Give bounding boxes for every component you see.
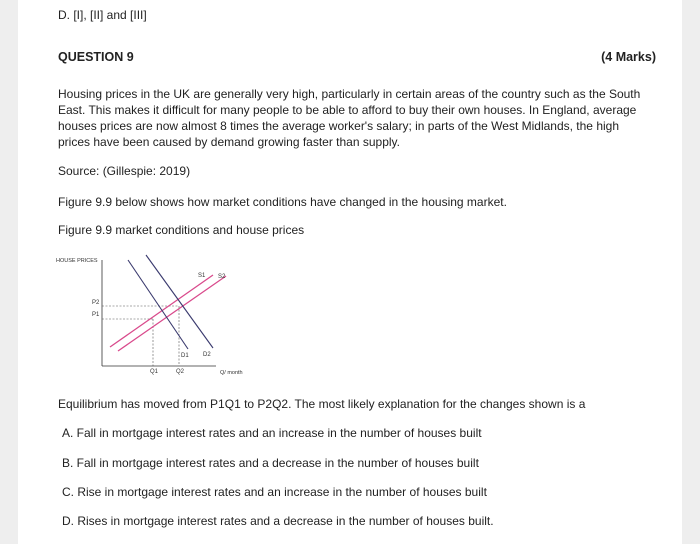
previous-option-text: D. [I], [II] and [III] — [58, 8, 147, 22]
d2-label: D2 — [203, 352, 211, 358]
s2-label: S2 — [218, 274, 226, 280]
question-title: QUESTION 9 — [58, 50, 134, 64]
y-axis-label: HOUSE PRICES — [56, 258, 98, 264]
supply-demand-diagram — [48, 250, 288, 382]
option-a: A. Fall in mortgage interest rates and an increase in the number of houses built — [62, 426, 482, 440]
figure-intro-text: Figure 9.9 below shows how market conditions have changed in the housing market. — [58, 195, 507, 209]
d1-label: D1 — [181, 353, 189, 359]
option-c: C. Rise in mortgage interest rates and an increase in the number of houses built — [62, 485, 487, 499]
document-page — [18, 0, 682, 544]
question-paragraph: Housing prices in the UK are generally very high, particularly in certain areas of the country such as the South East. This makes it difficult for many people to be able to afford to buy their own houses. In England, average houses prices are now almost 8 times the average worker's salary; in parts of the West Midlands, the high prices have been caused by demand growing faster than supply. — [58, 87, 641, 149]
p1-label: P1 — [92, 312, 100, 318]
q1-label: Q1 — [150, 369, 159, 375]
option-d: D. Rises in mortgage interest rates and a decrease in the number of houses built. — [62, 514, 494, 528]
x-axis-label: Q/ month — [220, 370, 243, 376]
demand-curve-d1 — [128, 260, 188, 349]
supply-curve-s2 — [118, 276, 226, 351]
option-b: B. Fall in mortgage interest rates and a decrease in the number of houses built — [62, 456, 479, 470]
source-text: Source: (Gillespie: 2019) — [58, 164, 191, 178]
p2-label: P2 — [92, 300, 100, 306]
s1-label: S1 — [198, 273, 206, 279]
equilibrium-text: Equilibrium has moved from P1Q1 to P2Q2. The most likely explanation for the changes shown is a — [58, 397, 586, 411]
q2-label: Q2 — [176, 369, 185, 375]
supply-curve-s1 — [110, 275, 213, 347]
question-marks: (4 Marks) — [601, 50, 656, 64]
figure-caption: Figure 9.9 market conditions and house prices — [58, 223, 305, 237]
